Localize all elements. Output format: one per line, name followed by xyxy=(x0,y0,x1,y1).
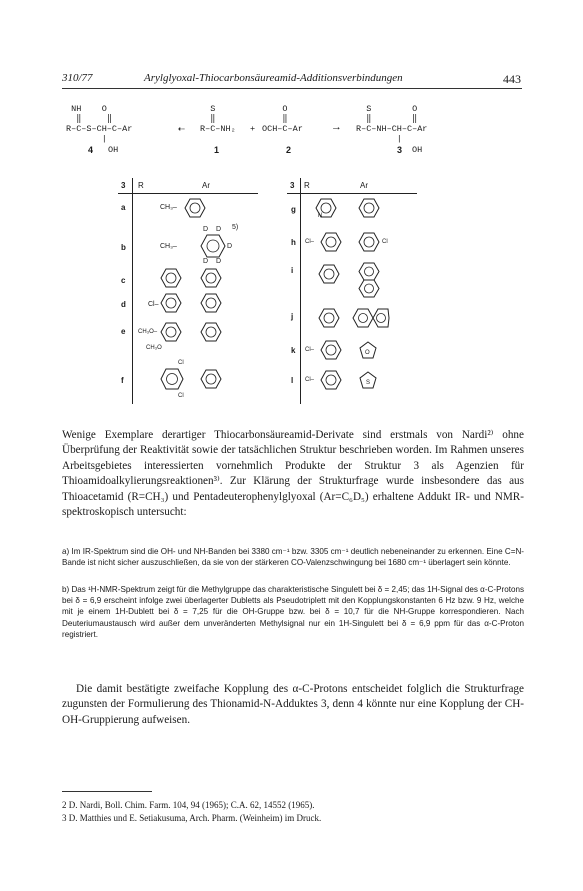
note-a xyxy=(62,546,524,568)
chloro-label: Cl xyxy=(178,393,184,399)
deuterium-label: D xyxy=(216,226,222,233)
deuterium-label: D xyxy=(203,226,209,233)
row-id: j xyxy=(291,312,294,321)
note-b xyxy=(62,584,524,640)
reverse-arrow: ⇠ xyxy=(178,124,185,136)
compound-2-row3: OCH–C–Ar xyxy=(262,124,303,134)
table-left-col-r: R xyxy=(138,181,144,190)
deuterium-label: D xyxy=(203,258,209,265)
running-header xyxy=(62,72,521,88)
row-id: f xyxy=(121,376,124,385)
row-id: e xyxy=(121,327,126,336)
compound-4-row3: R–C–S–CH–C–Ar xyxy=(66,124,133,134)
compound-2-row1: O xyxy=(262,104,288,114)
compound-1-label: 1 xyxy=(214,145,220,155)
compound-3-row3: R–C–NH–CH–C–Ar xyxy=(356,124,428,134)
nitrogen-label: N xyxy=(318,213,323,219)
row-substituent: Cl– xyxy=(305,239,315,245)
chlorophenyl-ring-icon xyxy=(320,232,342,252)
phenyl-ring-icon xyxy=(200,369,222,389)
row-id: h xyxy=(291,238,296,247)
table-right-col-r: R xyxy=(304,181,310,190)
chloro-label: Cl xyxy=(382,239,388,245)
compound-3-row2: ‖ ‖ xyxy=(356,114,418,124)
phenyl-ring-icon xyxy=(200,322,222,342)
compound-4-row4: | xyxy=(66,134,107,144)
compound-4-oh: OH xyxy=(108,145,119,155)
header-title: Arylglyoxal-Thiocarbonsäureamid-Additionsverbindungen xyxy=(144,72,403,84)
dichlorophenyl-ring-icon xyxy=(160,368,184,390)
row-id: i xyxy=(291,266,294,275)
compound-2-row2: ‖ xyxy=(262,114,288,124)
row-id: a xyxy=(121,203,126,212)
compound-4-row2: ‖ ‖ xyxy=(66,114,112,124)
row-substituent: CH₃– xyxy=(160,243,177,250)
table-right-col-ar: Ar xyxy=(360,181,368,190)
deuterium-label: D xyxy=(227,243,233,250)
table-right-divider-v xyxy=(300,178,301,404)
phenyl-ring-icon xyxy=(318,308,340,328)
body-paragraph-1 xyxy=(62,428,524,520)
naphthyl-2-ring-icon xyxy=(352,308,390,328)
header-rule xyxy=(62,88,522,89)
row-id: g xyxy=(291,205,296,214)
row-substituent: CH₃– xyxy=(160,204,177,211)
header-article-number: 310/77 xyxy=(62,72,93,84)
chlorophenyl-ring-icon xyxy=(320,340,342,360)
phenyl-ring-icon xyxy=(358,198,380,218)
compound-3-label: 3 xyxy=(397,145,403,155)
phenyl-ring-icon xyxy=(160,268,182,288)
row-substituent: CH₃O xyxy=(146,345,162,351)
note-b-text: b) Das ¹H-NMR-Spektrum zeigt für die Methylgruppe das charakteristische Singulett bei δ = 2,45; das 1H-Signal des α-C-Protons bei δ = 6,9 erscheint infolge zwei überlagerter Dubletts als Pseudotriplett mit den Kopplungskonstanten 6 Hz bzw. 9 Hz, welche mit je einem 1H-Dublett bei δ = 7,25 für die OH-Gruppe bzw. bei δ = 10,7 für die NH-Gruppe korrespondieren. Nach Deuteriumaustausch wird außer dem unveränderten Methylsignal nur ein 1H-Singulett bei δ = 6,9 ppm für das α-C-Proton registriert. xyxy=(62,585,524,639)
compound-4-label: 4 xyxy=(88,145,94,155)
compound-3-oh: OH xyxy=(412,145,423,155)
note-a-text: a) Im IR-Spektrum sind die OH- und NH-Banden bei 3380 cm⁻¹ bzw. 3305 cm⁻¹ deutlich nebeneinander zu erkennen. Eine C=N-Bande ist nicht sicher auszuschließen, da sie von der stärkeren CO-Valenzschwingung bei 1680 cm⁻¹ überlagert sein könnte. xyxy=(62,547,524,568)
compound-3-row4: | xyxy=(356,134,402,144)
compound-1-row1: S xyxy=(200,104,216,114)
chloro-label: Cl xyxy=(178,360,184,366)
forward-arrow: → xyxy=(333,122,340,134)
reference-note: 5) xyxy=(232,224,239,231)
table-left-divider-v xyxy=(132,178,133,404)
dimethoxyphenyl-ring-icon xyxy=(160,322,182,342)
phenyl-ring-icon xyxy=(318,264,340,284)
pentadeuterophenyl-ring-icon xyxy=(200,234,226,258)
oxygen-label: O xyxy=(365,350,370,356)
row-substituent: Cl– xyxy=(305,347,315,353)
body-paragraph-2 xyxy=(62,682,524,728)
row-substituent: CH₃O– xyxy=(138,329,158,335)
compound-1-row3: R–C–NH₂ xyxy=(200,124,236,134)
compound-3-row1: S O xyxy=(356,104,418,114)
table-right-col-num: 3 xyxy=(290,181,295,190)
phenyl-ring-icon xyxy=(184,198,206,218)
phenyl-ring-icon xyxy=(200,268,222,288)
compound-1-row2: ‖ xyxy=(200,114,216,124)
row-id: c xyxy=(121,276,126,285)
table-left-divider-h xyxy=(118,193,258,194)
paragraph-text: Wenige Exemplare derartiger Thiocarbonsäureamid-Derivate sind erstmals von Nardi²⁾ ohne Überprüfung der Reaktivität sowie der tatsächlichen Struktur beschrieben worden. Im Rahmen unseres Arbeitsgebietes interessierten vornehmlich Produkte der Struktur 3 als Agenzien für Thioamidoalkylierungsreaktionen³⁾. Zur Klärung der Strukturfrage wurde insbesondere das aus Thioacetamid (R=CH₃) und Pentadeuterophenylglyoxal (Ar=C₆D₅) erhaltene Addukt IR- und NMR-spektroskopisch untersucht: xyxy=(62,429,524,519)
footnote-2: 2 D. Nardi, Boll. Chim. Farm. 104, 94 (1965); C.A. 62, 14552 (1965). xyxy=(62,800,315,810)
table-left-col-ar: Ar xyxy=(202,181,210,190)
row-id: b xyxy=(121,243,126,252)
compound-2-label: 2 xyxy=(286,145,292,155)
deuterium-label: D xyxy=(216,258,222,265)
footnote-rule xyxy=(62,791,152,792)
row-substituent: Cl– xyxy=(148,301,159,308)
table-left-col-num: 3 xyxy=(121,181,126,190)
row-id: l xyxy=(291,376,294,385)
chlorophenyl-ring-icon xyxy=(160,293,182,313)
row-id: k xyxy=(291,346,296,355)
page-number: 443 xyxy=(503,72,521,86)
row-substituent: Cl– xyxy=(305,377,315,383)
phenyl-ring-icon xyxy=(200,293,222,313)
chlorophenyl-ring-icon xyxy=(320,370,342,390)
table-right-divider-h xyxy=(287,193,417,194)
compound-4-row1: NH O xyxy=(66,104,107,114)
naphthyl-ring-icon xyxy=(358,262,380,298)
paragraph-text: Die damit bestätigte zweifache Kopplung des α-C-Protons entscheidet folglich die Strukturfrage zugunsten der Formulierung des Thionamid-N-Adduktes 3, denn 4 könnte nur eine Kopplung der CH-OH-Gruppierung aufweisen. xyxy=(62,683,524,726)
plus-sign: + xyxy=(250,124,256,134)
footnote-3: 3 D. Matthies und E. Setiakusuma, Arch. Pharm. (Weinheim) im Druck. xyxy=(62,813,322,823)
sulfur-label: S xyxy=(366,380,371,386)
row-id: d xyxy=(121,300,126,309)
chlorophenyl-ring-icon xyxy=(358,232,380,252)
